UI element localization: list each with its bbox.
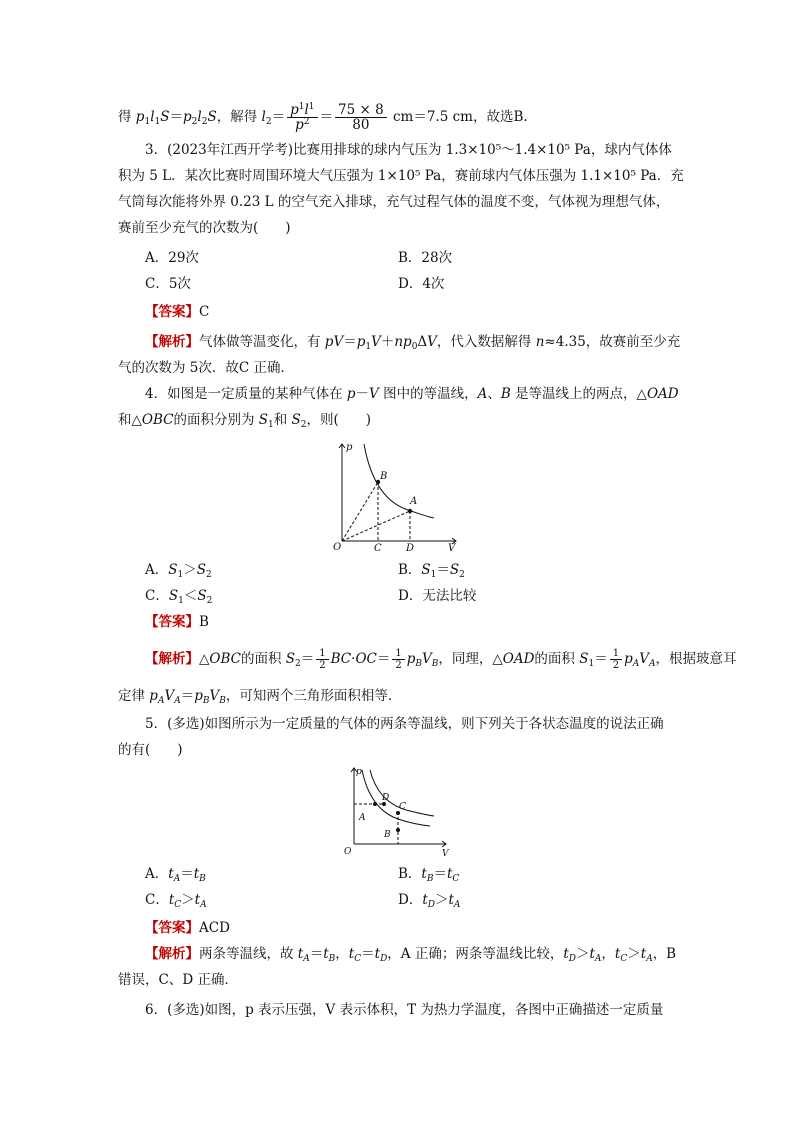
q5-pv-two-isotherms-figure [340, 764, 452, 860]
isotherm-curve [364, 444, 434, 518]
q4-option-a: A．$S_1>S_2$ [145, 562, 212, 580]
label-o: O [344, 847, 352, 857]
q4-pv-isotherm-figure [328, 438, 463, 553]
q4-option-c: C．$S_1<S_2$ [145, 588, 213, 606]
point-b [396, 828, 400, 832]
label-a: A [359, 813, 366, 823]
q5-option-c: C．$t_C>t_A$ [145, 892, 207, 910]
label-b: B [384, 830, 391, 840]
q3-line-2: 积为 5 L．某次比赛时周围环境大气压强为 1×10⁵ Pa，赛前球内气体压强为 1.1×10⁵ Pa．充 [118, 168, 684, 184]
q5-line-2: 的有( ) [118, 742, 183, 758]
q5-option-b: B．$t_B=t_C$ [398, 866, 460, 884]
q3-line-4: 赛前至少充气的次数为( ) [118, 220, 291, 236]
q3-option-a: A．29次 [145, 250, 199, 266]
q3-line-3: 气筒每次能将外界 0.23 L 的空气充入排球，充气过程气体的温度不变，气体视为理想气体， [118, 194, 670, 210]
q3-line-1: 3．(2023年江西开学考)比赛用排球的球内气压为 1.3×10⁵～1.4×10⁵ Pa，球内气体体 [145, 142, 672, 158]
label-v: V [448, 543, 456, 553]
q5-option-d: D．$t_D>t_A$ [398, 892, 461, 910]
point-a [373, 802, 377, 806]
q5-explanation-2: 错误，C、D 正确． [118, 972, 238, 988]
q4-option-b: B．$S_1=S_2$ [398, 562, 465, 580]
q4-line-2: 和△OBC的面积分别为 $S_1$和 $S_2$，则( ) [118, 412, 372, 430]
label-c: C [399, 802, 406, 812]
label-v: V [442, 849, 449, 859]
label-c: C [374, 543, 382, 553]
q3-answer: 【答案】C [145, 304, 210, 320]
line-oa [342, 511, 410, 541]
fraction-p: $\frac{p^1l^1}{p^2}$ [287, 103, 317, 132]
q4-answer: 【答案】B [145, 614, 209, 630]
q4-explanation-2: 定律 $p_AV_A=p_BV_B$，可知两个三角形面积相等． [118, 688, 402, 706]
label-a: A [410, 496, 418, 507]
q5-answer: 【答案】ACD [145, 920, 230, 936]
line-ob [342, 482, 378, 541]
previous-solution-line: 得 $p_1l_1S=p_2l_2S$，解得 $l_2=$ $\frac{p^1l^1}{p^2}$ ＝ $\frac{75 \times 8}{80}$ cm＝7.5 cm，故选B. [118, 102, 528, 133]
label-o: O [333, 542, 342, 553]
label-p: p [356, 767, 362, 777]
q4-explanation-1: 【解析】△OBC的面积 $S_2=$ $\frac{1}{2}$ BC·OC＝ $\frac{1}{2}$ $p_BV_B$，同理，△OAD的面积 $S_1=$ $\frac{1}{2}$ $p_AV_A$，根据玻意耳 [145, 648, 737, 671]
label-b: B [380, 471, 388, 482]
q5-line-1: 5．(多选)如图所示为一定质量的气体的两条等温线，则下列关于各状态温度的说法正确 [145, 716, 664, 732]
point-a [408, 509, 412, 513]
q3-option-b: B．28次 [398, 250, 453, 266]
q5-explanation-1: 【解析】两条等温线，故 $t_A=t_B$，$t_C=t_D$，A 正确；两条等温线比较，$t_D>t_A$，$t_C>t_A$，B [145, 946, 677, 964]
label-p: p [346, 442, 353, 453]
q6-line-1: 6．(多选)如图，p 表示压强，V 表示体积，T 为热力学温度，各图中正确描述一定质量 [145, 1002, 664, 1018]
q5-option-a: A．$t_A=t_B$ [145, 866, 206, 884]
label-d: D [382, 793, 390, 803]
q3-explanation-2: 气的次数为 5次．故C 正确． [118, 360, 295, 376]
fraction-numeric: $\frac{75 \times 8}{80}$ [335, 103, 387, 132]
q3-option-d: D．4次 [398, 276, 445, 292]
q4-option-d: D．无法比较 [398, 588, 477, 604]
q3-explanation-1: 【解析】气体做等温变化，有 $pV=p_1V+np_0\Delta V$，代入数据解得 n≈4.35，故赛前至少充 [145, 334, 681, 352]
label-d: D [406, 543, 415, 553]
q4-line-1: 4．如图是一定质量的某种气体在 p－V 图中的等温线，A、B 是等温线上的两点，△OAD [145, 386, 679, 402]
q3-option-c: C．5次 [145, 276, 191, 292]
